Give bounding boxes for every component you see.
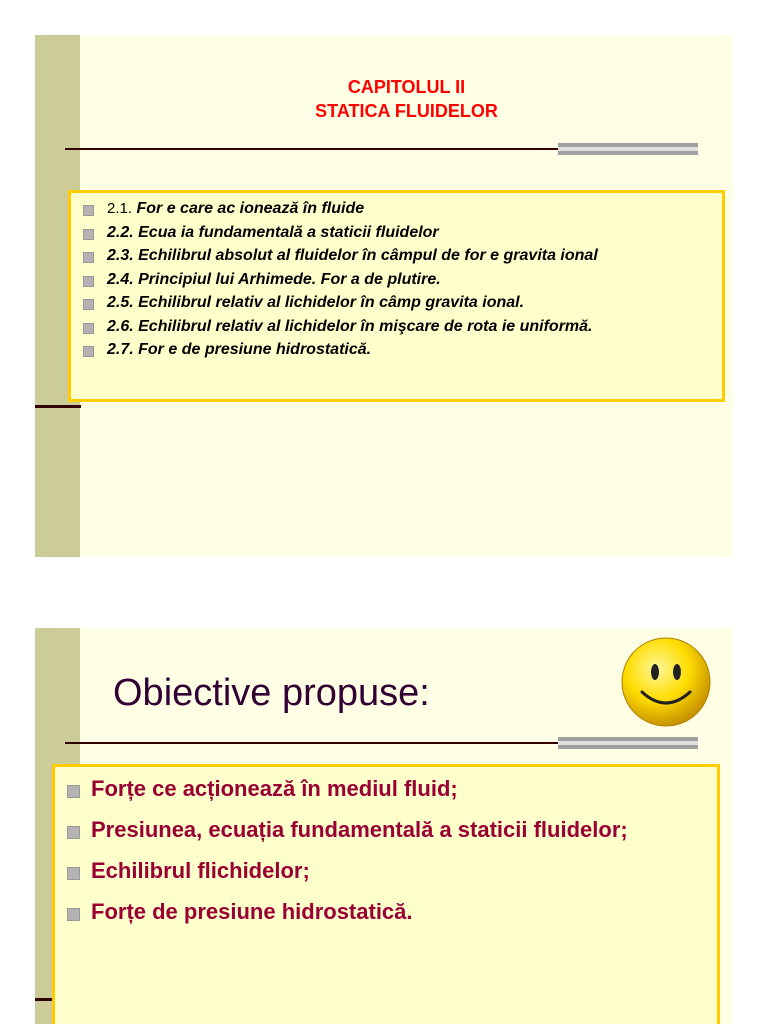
square-bullet-icon: [83, 299, 94, 310]
list-item: [81, 221, 722, 245]
title-divider: [65, 742, 558, 744]
chapter-title-line-1: CAPITOLUL II: [347, 77, 466, 97]
list-item: [81, 315, 722, 339]
square-bullet-icon: [83, 276, 94, 287]
list-item: [81, 244, 722, 268]
item-text: 2.7. For e de presiune hidrostatică.: [107, 341, 372, 358]
title-divider: [65, 148, 558, 150]
title-divider-accent: [558, 737, 698, 749]
chapter-title: [80, 75, 733, 123]
item-text: Presiunea, ecuația fundamentală a staticii fluidelor;: [91, 817, 628, 842]
slide-chapter-contents: [35, 35, 733, 557]
list-item: [67, 773, 717, 805]
item-text: Forțe de presiune hidrostatică.: [91, 899, 413, 924]
chapter-title-line-2: STATICA FLUIDELOR: [315, 101, 498, 121]
list-item: [81, 268, 722, 292]
item-text: 2.3. Echilibrul absolut al fluidelor în câmpul de for e gravita ional: [107, 247, 598, 264]
square-bullet-icon: [83, 323, 94, 334]
objectives-list: [67, 773, 717, 928]
list-item: [67, 896, 717, 928]
list-item: [81, 291, 722, 315]
contents-list: [81, 197, 722, 362]
item-text: 2.4. Principiul lui Arhimede. For a de plutire.: [107, 270, 441, 288]
contents-box: [68, 190, 725, 402]
item-number: 2.1.: [107, 200, 133, 217]
list-item: [67, 814, 717, 846]
objectives-box: [52, 764, 720, 1024]
square-bullet-icon: [83, 205, 94, 216]
item-text: 2.2. Ecua ia fundamentală a staticii fluidelor: [107, 223, 439, 241]
square-bullet-icon: [67, 785, 80, 798]
square-bullet-icon: [67, 908, 80, 921]
item-text: Forțe ce acționează în mediul fluid;: [91, 776, 458, 801]
smiley-face-icon: [620, 636, 712, 728]
square-bullet-icon: [83, 252, 94, 263]
objectives-title: Obiective propuse:: [113, 672, 430, 714]
item-text: For e care ac ionează în fluide: [136, 200, 365, 217]
slide-objectives: [35, 628, 733, 1024]
square-bullet-icon: [67, 867, 80, 880]
side-bar-stub: [35, 405, 81, 408]
list-item: [81, 197, 722, 221]
list-item: [81, 338, 722, 362]
list-item: [67, 855, 717, 887]
square-bullet-icon: [83, 229, 94, 240]
square-bullet-icon: [67, 826, 80, 839]
item-text: 2.6. Echilibrul relativ al lichidelor în mişcare de rota ie uniformă.: [107, 317, 593, 335]
item-text: 2.5. Echilibrul relativ al lichidelor în câmp gravita ional.: [107, 294, 525, 311]
item-text: Echilibrul flichidelor;: [91, 858, 310, 883]
square-bullet-icon: [83, 346, 94, 357]
title-divider-accent: [558, 143, 698, 155]
